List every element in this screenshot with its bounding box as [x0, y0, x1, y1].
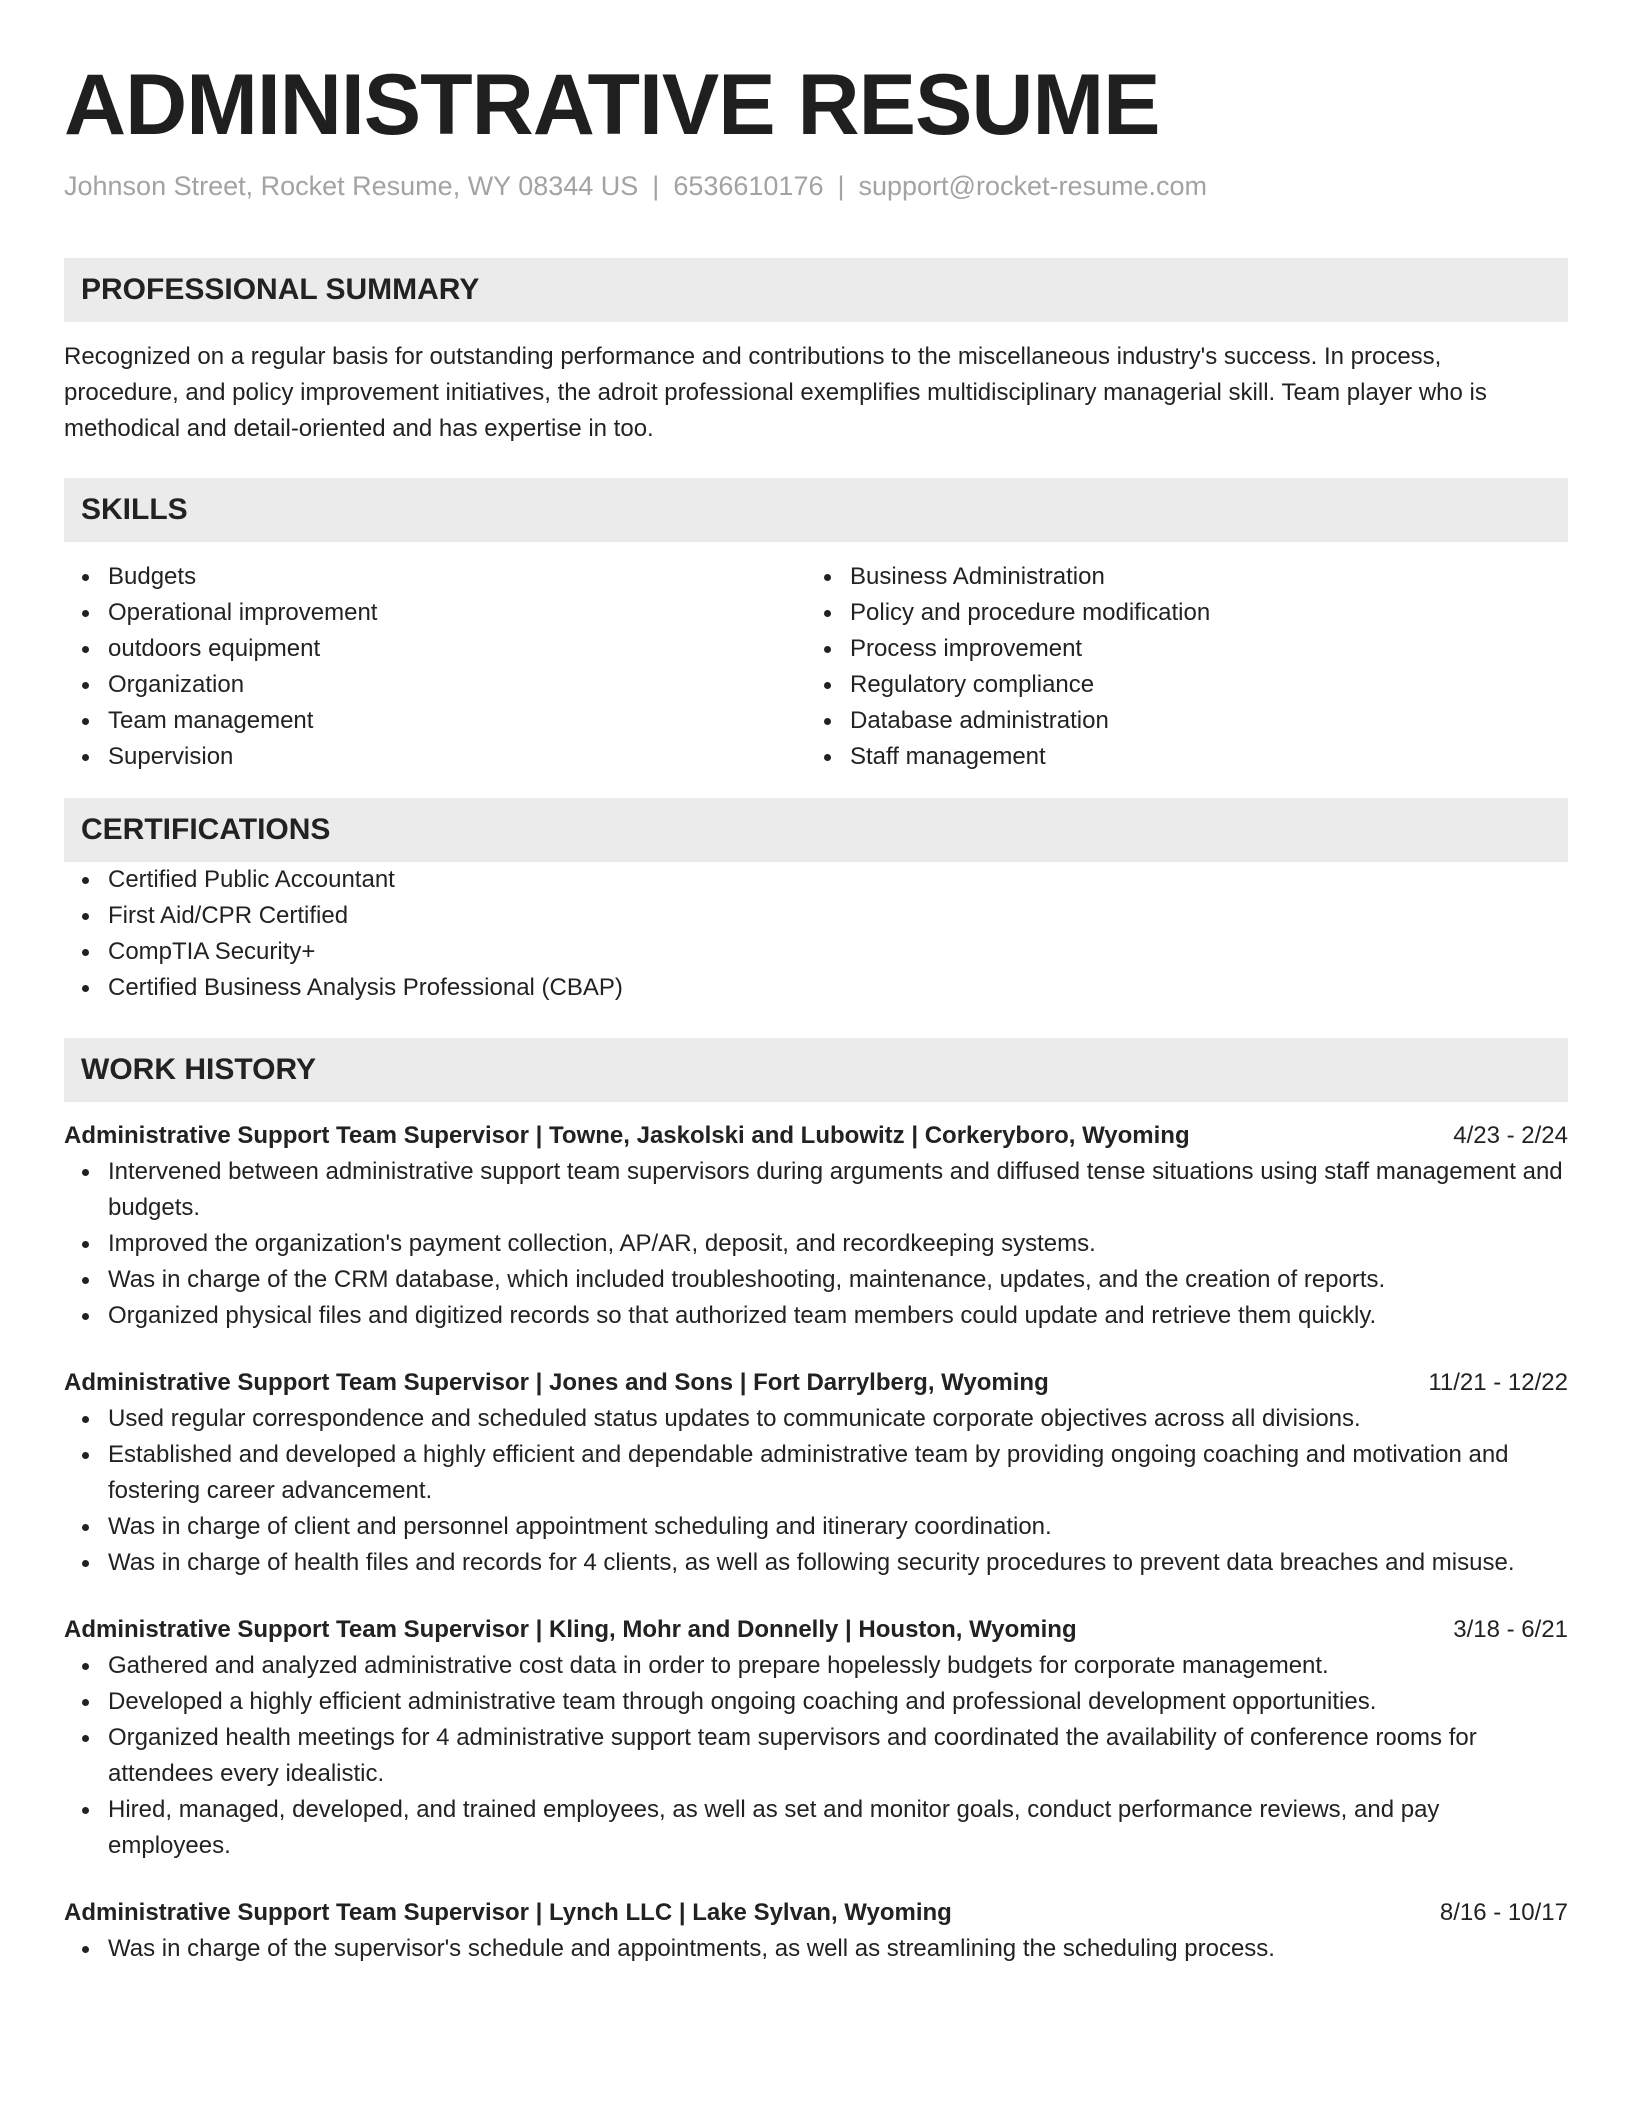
- resume-title: ADMINISTRATIVE RESUME: [64, 57, 1160, 153]
- skill-item: Team management: [64, 703, 806, 739]
- job-header: [64, 1895, 1568, 1931]
- job-header: [64, 1118, 1568, 1154]
- job-entry: [64, 1895, 1568, 1967]
- skill-item: Database administration: [806, 703, 1548, 739]
- job-entry: [64, 1612, 1568, 1864]
- job-header: [64, 1365, 1568, 1401]
- job-bullet: Was in charge of the CRM database, which included troubleshooting, maintenance, updates, and the creation of reports.: [64, 1262, 1568, 1298]
- certification-item: Certified Business Analysis Professional (CBAP): [64, 970, 1568, 1006]
- job-entry: [64, 1365, 1568, 1581]
- skill-item: Policy and procedure modification: [806, 595, 1548, 631]
- job-dates: 3/18 - 6/21: [1453, 1616, 1568, 1643]
- skills-list-left: [64, 559, 806, 775]
- job-bullet: Organized health meetings for 4 administrative support team supervisors and coordinated the availability of conference rooms for attendees every idealistic.: [64, 1720, 1568, 1792]
- job-title: Administrative Support Team Supervisor | Jones and Sons | Fort Darrylberg, Wyoming: [64, 1369, 1049, 1396]
- job-bullet: Developed a highly efficient administrative team through ongoing coaching and professional development opportunities.: [64, 1684, 1568, 1720]
- section-header-certifications: CERTIFICATIONS: [64, 798, 1568, 862]
- job-dates: 11/21 - 12/22: [1428, 1369, 1568, 1396]
- skills-columns: [64, 559, 1568, 775]
- job-bullets: [64, 1401, 1568, 1581]
- skill-item: outdoors equipment: [64, 631, 806, 667]
- certifications-list: [64, 862, 1568, 1006]
- skill-item: Supervision: [64, 739, 806, 775]
- job-title: Administrative Support Team Supervisor | Lynch LLC | Lake Sylvan, Wyoming: [64, 1899, 952, 1926]
- job-bullet: Was in charge of the supervisor's schedule and appointments, as well as streamlining the scheduling process.: [64, 1931, 1568, 1967]
- job-bullet: Intervened between administrative support team supervisors during arguments and diffused tense situations using staff management and budgets.: [64, 1154, 1568, 1226]
- skill-item: Business Administration: [806, 559, 1548, 595]
- job-title: Administrative Support Team Supervisor | Kling, Mohr and Donnelly | Houston, Wyoming: [64, 1616, 1077, 1643]
- job-header: [64, 1612, 1568, 1648]
- contact-separator: |: [652, 171, 660, 201]
- job-bullets: [64, 1931, 1568, 1967]
- summary-text: Recognized on a regular basis for outstanding performance and contributions to the miscellaneous industry's success. In process, procedure, and policy improvement initiatives, the adroit professional exemplifies multidisciplinary managerial skill. Team player who is methodical and detail-oriented and has expertise in too.: [64, 343, 1487, 442]
- skill-item: Process improvement: [806, 631, 1548, 667]
- job-bullet: Used regular correspondence and scheduled status updates to communicate corporate objectives across all divisions.: [64, 1401, 1568, 1437]
- skill-item: Staff management: [806, 739, 1548, 775]
- job-dates: 4/23 - 2/24: [1453, 1122, 1568, 1149]
- skill-item: Regulatory compliance: [806, 667, 1548, 703]
- job-bullet: Hired, managed, developed, and trained employees, as well as set and monitor goals, conduct performance reviews, and pay employees.: [64, 1792, 1568, 1864]
- job-dates: 8/16 - 10/17: [1439, 1899, 1568, 1926]
- contact-phone: 6536610176: [673, 171, 824, 201]
- job-bullet: Improved the organization's payment collection, AP/AR, deposit, and recordkeeping systems.: [64, 1226, 1568, 1262]
- job-bullet: Was in charge of health files and records for 4 clients, as well as following security procedures to prevent data breaches and misuse.: [64, 1545, 1568, 1581]
- job-bullet: Organized physical files and digitized records so that authorized team members could update and retrieve them quickly.: [64, 1298, 1568, 1334]
- job-bullet: Gathered and analyzed administrative cost data in order to prepare hopelessly budgets for corporate management.: [64, 1648, 1568, 1684]
- skill-item: Budgets: [64, 559, 806, 595]
- skill-item: Operational improvement: [64, 595, 806, 631]
- certification-item: Certified Public Accountant: [64, 862, 1568, 898]
- section-header-summary: PROFESSIONAL SUMMARY: [64, 258, 1568, 322]
- skills-list-right: [806, 559, 1548, 775]
- section-header-skills: SKILLS: [64, 478, 1568, 542]
- certification-item: First Aid/CPR Certified: [64, 898, 1568, 934]
- job-title: Administrative Support Team Supervisor | Towne, Jaskolski and Lubowitz | Corkeryboro, Wyoming: [64, 1122, 1190, 1149]
- section-header-work-history: WORK HISTORY: [64, 1038, 1568, 1102]
- skill-item: Organization: [64, 667, 806, 703]
- contact-line: [64, 168, 1568, 204]
- contact-address: Johnson Street, Rocket Resume, WY 08344 US: [64, 171, 639, 201]
- job-bullets: [64, 1154, 1568, 1334]
- job-bullet: Established and developed a highly efficient and dependable administrative team by providing ongoing coaching and motivation and fostering career advancement.: [64, 1437, 1568, 1509]
- contact-separator: |: [837, 171, 845, 201]
- contact-email: support@rocket-resume.com: [858, 171, 1208, 201]
- job-bullet: Was in charge of client and personnel appointment scheduling and itinerary coordination.: [64, 1509, 1568, 1545]
- job-bullets: [64, 1648, 1568, 1864]
- job-entry: [64, 1118, 1568, 1334]
- certification-item: CompTIA Security+: [64, 934, 1568, 970]
